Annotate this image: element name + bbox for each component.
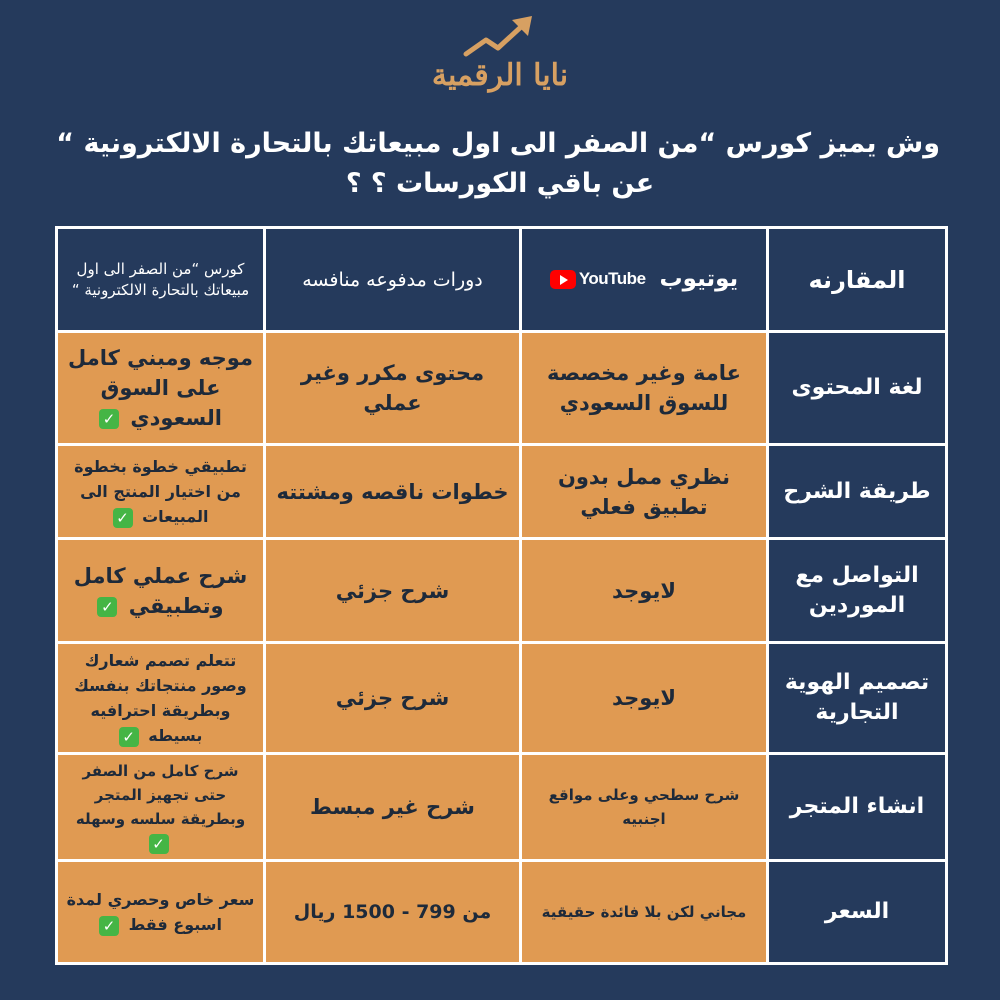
cell-course: تتعلم تصمم شعارك وصور منتجاتك بنفسك وبطريقة احترافيه بسيطه ✓	[57, 643, 265, 754]
check-mark-icon: ✓	[113, 508, 133, 528]
cell-youtube: مجاني لكن بلا فائدة حقيقية	[521, 861, 768, 964]
header-youtube	[521, 228, 768, 332]
cell-paid: شرح جزئي	[265, 539, 521, 643]
check-mark-icon: ✓	[99, 409, 119, 429]
cell-paid: محتوى مكرر وغير عملي	[265, 332, 521, 445]
cell-youtube: عامة وغير مخصصة للسوق السعودي	[521, 332, 768, 445]
cell-course: موجه ومبني كامل على السوق السعودي ✓	[57, 332, 265, 445]
cell-youtube: لايوجد	[521, 643, 768, 754]
brand-name: نايا الرقمية	[431, 58, 569, 93]
table-row	[57, 332, 947, 445]
cell-course: تطبيقي خطوة بخطوة من اختيار المنتج الى المبيعات ✓	[57, 445, 265, 539]
header-course: كورس “من الصفر الى اول مبيعاتك بالتحارة الالكترونية “	[57, 228, 265, 332]
table-row	[57, 861, 947, 964]
cell-youtube: شرح سطحي وعلى مواقع اجنبيه	[521, 754, 768, 861]
check-mark-icon: ✓	[97, 597, 117, 617]
table-row	[57, 445, 947, 539]
row-label: طريقة الشرح	[768, 445, 947, 539]
check-mark-icon: ✓	[119, 727, 139, 747]
comparison-table	[55, 226, 948, 965]
table-row	[57, 643, 947, 754]
cell-course: سعر خاص وحصري لمدة اسبوع فقط ✓	[57, 861, 265, 964]
cell-paid: شرح غير مبسط	[265, 754, 521, 861]
cell-youtube: لايوجد	[521, 539, 768, 643]
header-paid-courses: دورات مدفوعه منافسه	[265, 228, 521, 332]
table-row	[57, 539, 947, 643]
check-mark-icon: ✓	[149, 834, 169, 854]
table-header-row	[57, 228, 947, 332]
cell-paid: خطوات ناقصه ومشتته	[265, 445, 521, 539]
row-label: تصميم الهوية التجارية	[768, 643, 947, 754]
page-title	[56, 124, 940, 204]
row-label: التواصل مع الموردين	[768, 539, 947, 643]
row-label: انشاء المتجر	[768, 754, 947, 861]
rising-chart-arrow-icon	[460, 14, 540, 60]
cell-paid: من 799 - 1500 ريال	[265, 861, 521, 964]
youtube-logo-icon: YouTube	[550, 269, 646, 289]
row-label: السعر	[768, 861, 947, 964]
row-label: لغة المحتوى	[768, 332, 947, 445]
cell-youtube: نظري ممل بدون تطبيق فعلي	[521, 445, 768, 539]
cell-course: شرح كامل من الصفر حتى تجهيز المتجر وبطريقة سلسه وسهله ✓	[57, 754, 265, 861]
page-title-line-1: وش يميز كورس “من الصفر الى اول مبيعاتك بالتحارة الالكترونية “	[56, 128, 940, 159]
brand-logo	[410, 14, 590, 100]
page-title-line-2: عن باقي الكورسات ؟ ؟	[345, 168, 655, 199]
cell-paid: شرح جزئي	[265, 643, 521, 754]
header-youtube-label: يوتيوب	[659, 266, 739, 293]
cell-course: شرح عملي كامل وتطبيقي ✓	[57, 539, 265, 643]
check-mark-icon: ✓	[99, 916, 119, 936]
table-row	[57, 754, 947, 861]
header-comparison: المقارنه	[768, 228, 947, 332]
